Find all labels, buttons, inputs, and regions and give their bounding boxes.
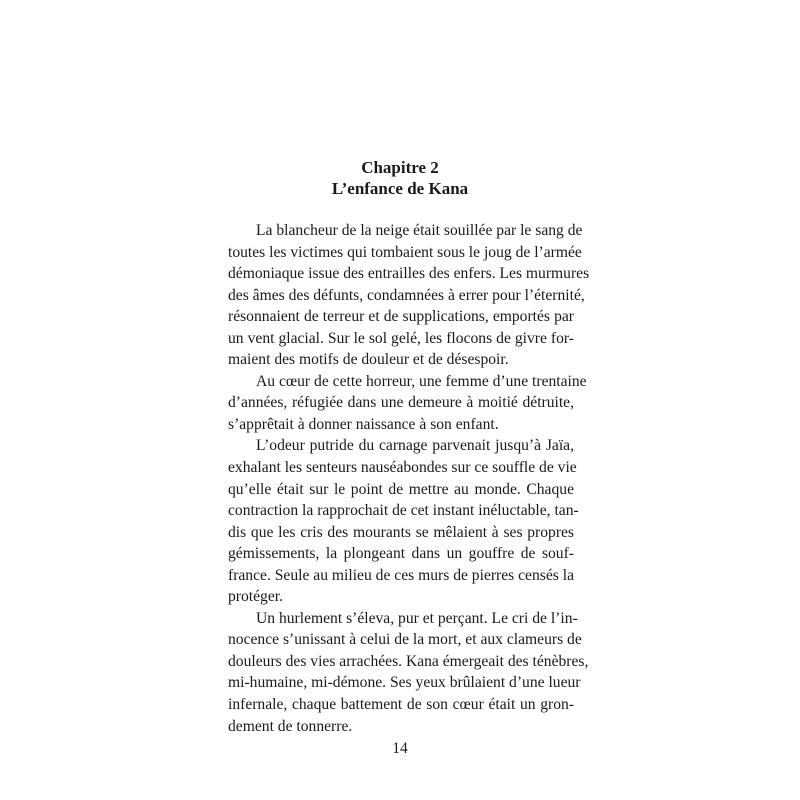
text-line: gémissements, la plongeant dans un gouffre de souf-: [228, 545, 574, 563]
paragraph: [228, 220, 590, 371]
page-number: 14: [392, 740, 408, 757]
chapter-number: Chapitre 2: [361, 158, 439, 177]
text-line: nocence s’unissant à celui de la mort, et aux clameurs de: [228, 631, 582, 649]
text-line: un vent glacial. Sur le sol gelé, les flocons de givre for-: [228, 329, 574, 347]
paragraph: [228, 435, 579, 607]
text-line: dis que les cris des mourants se mêlaient à ses propres: [228, 523, 574, 541]
text-line: infernale, chaque battement de son cœur était un gron-: [228, 696, 574, 714]
text-line: protéger.: [228, 588, 283, 606]
text-line: toutes les victimes qui tombaient sous le joug de l’armée: [228, 243, 582, 261]
text-line: des âmes des défunts, condamnées à errer pour l’éternité,: [228, 286, 585, 304]
text-line: dement de tonnerre.: [228, 717, 353, 735]
text-line: douleurs des vies arrachées. Kana émergeait des ténèbres,: [228, 652, 589, 670]
text-line: La blancheur de la neige était souillée par le sang de: [256, 222, 583, 239]
text-line: Au cœur de cette horreur, une femme d’une trentaine: [256, 372, 587, 390]
text-line: L’odeur putride du carnage parvenait jusqu’à Jaïa,: [256, 437, 574, 455]
text-line: qu’elle était sur le point de mettre au monde. Chaque: [228, 480, 574, 498]
text-line: Un hurlement s’éleva, pur et perçant. Le cri de l’in-: [256, 609, 578, 627]
paragraph: [228, 371, 587, 436]
text-line: exhalant les senteurs nauséabondes sur ce souffle de vie: [228, 459, 577, 477]
text-line: mi-humaine, mi-démone. Ses yeux brûlaient d’une lueur: [228, 674, 581, 692]
text-line: maient des motifs de douleur et de désespoir.: [228, 351, 509, 369]
text-line: contraction la rapprochait de cet instant inéluctable, tan-: [228, 502, 579, 520]
chapter-heading: [0, 157, 800, 199]
text-line: d’années, réfugiée dans une demeure à moitié détruite,: [228, 394, 574, 412]
body-text: [228, 220, 590, 737]
paragraph: [228, 608, 589, 737]
chapter-title: L’enfance de Kana: [331, 179, 469, 198]
text-line: résonnaient de terreur et de supplications, emportés par: [228, 308, 574, 326]
text-line: démoniaque issue des entrailles des enfers. Les murmures: [228, 265, 590, 283]
text-line: france. Seule au milieu de ces murs de pierres censés la: [228, 566, 574, 584]
text-line: s’apprêtait à donner naissance à son enfant.: [228, 415, 499, 433]
